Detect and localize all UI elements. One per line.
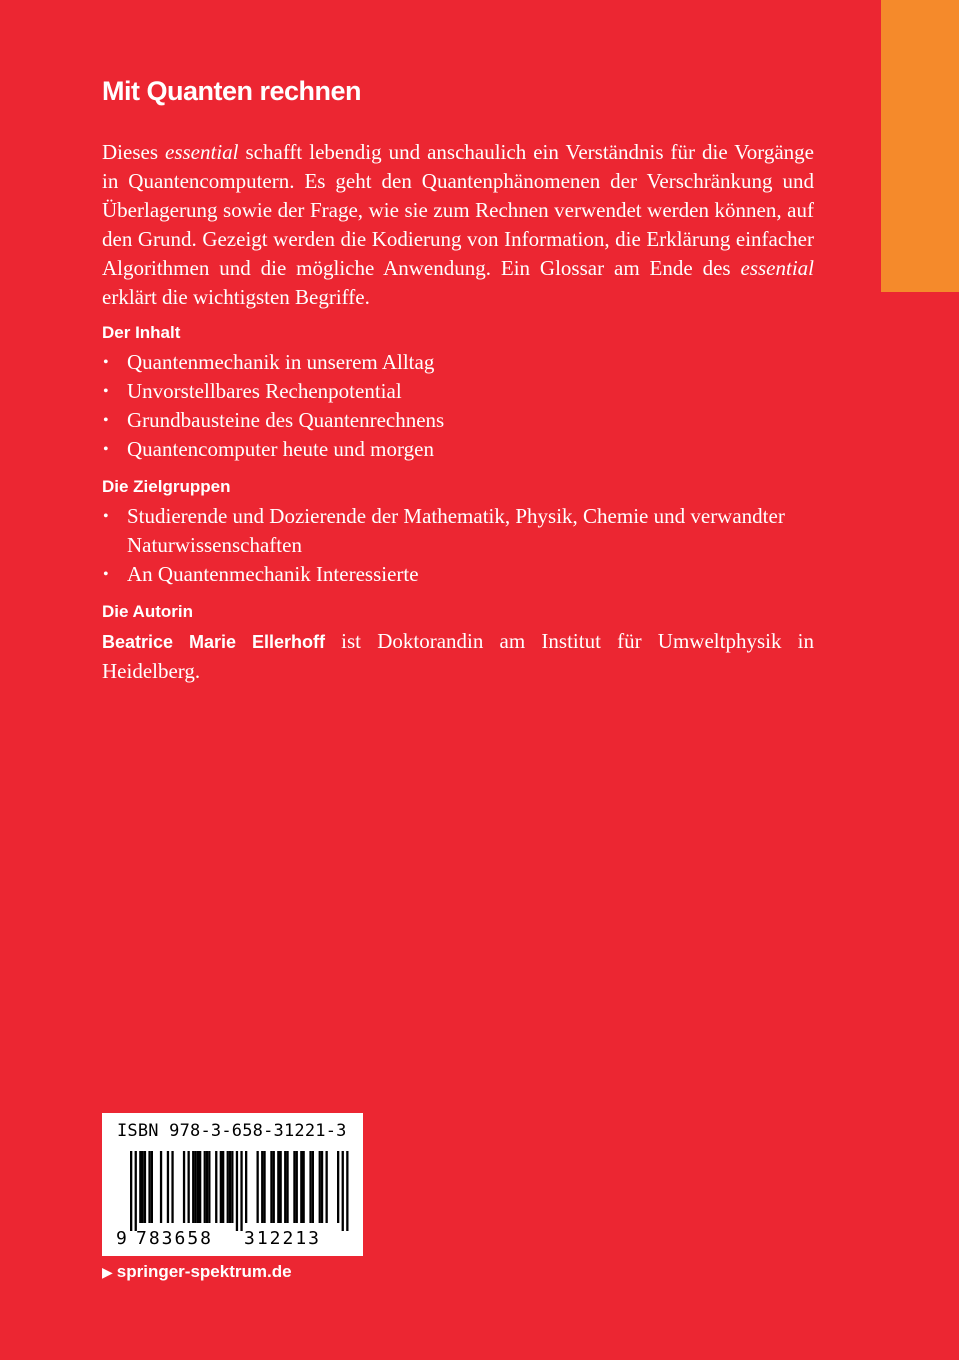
barcode-bar — [300, 1151, 302, 1223]
barcode-bar — [312, 1151, 314, 1223]
barcode-bar — [326, 1151, 328, 1223]
barcode-bar — [342, 1151, 344, 1231]
barcode-bar — [167, 1151, 169, 1223]
barcode-bar — [309, 1151, 311, 1223]
barcode-digits-right: 312213 — [244, 1228, 322, 1249]
barcode-bar — [240, 1151, 242, 1231]
website-label: springer-spektrum.de — [116, 1262, 292, 1281]
barcode-bar — [197, 1151, 199, 1223]
intro-text-1: Dieses — [102, 140, 165, 164]
barcode-bar — [215, 1151, 217, 1223]
zielgruppen-list — [102, 502, 814, 589]
barcode-bars — [102, 1149, 363, 1231]
barcode-bar — [277, 1151, 279, 1223]
back-cover-content — [102, 72, 814, 686]
barcode-bar — [231, 1151, 233, 1223]
publisher-website-link[interactable] — [102, 1262, 292, 1282]
barcode-bar — [263, 1151, 265, 1223]
barcode-bar — [135, 1151, 137, 1231]
list-item: • An Quantenmechanik Interessierte — [102, 560, 814, 589]
barcode-bar — [321, 1151, 323, 1223]
list-item: • Studierende und Dozierende der Mathematik, Physik, Chemie und verwandter Naturwissenschaften — [102, 502, 814, 560]
list-item: • Grundbausteine des Quantenrechnens — [102, 406, 814, 435]
barcode-bar — [194, 1151, 196, 1223]
author-name: Beatrice Marie Ellerhoff — [102, 632, 325, 652]
barcode-bar — [296, 1151, 298, 1223]
barcode-bar — [220, 1151, 222, 1223]
barcode-bar — [270, 1151, 272, 1223]
author-bio — [102, 627, 814, 686]
section-heading-autorin: Die Autorin — [102, 602, 193, 621]
barcode-bar — [183, 1151, 185, 1223]
barcode-bar — [245, 1151, 247, 1223]
barcode-bar — [130, 1151, 132, 1231]
barcode-bar — [229, 1151, 231, 1223]
description-paragraph — [102, 138, 814, 312]
barcode-bar — [139, 1151, 141, 1223]
barcode-digit-first: 9 — [116, 1228, 127, 1249]
intro-emphasis-1: essential — [165, 140, 239, 164]
barcode-bar — [284, 1151, 286, 1223]
barcode-bar — [227, 1151, 229, 1223]
barcode-bar — [261, 1151, 263, 1223]
section-heading-zielgruppen: Die Zielgruppen — [102, 477, 231, 496]
barcode-bar — [171, 1151, 173, 1223]
barcode-bar — [151, 1151, 153, 1223]
section-heading-inhalt: Der Inhalt — [102, 323, 181, 342]
intro-text-2: schafft lebendig und anschaulich ein Verständnis für die Vorgänge in Quantencomputern. Es geht den Quantenphänomenen der Verschränkung und Überlagerung sowie der Frage, wie sie zum Rechnen verwendet werden können, auf den Grund. Gezeigt werden die Kodierung von Information, die Erklärung einfacher Algorithmen und die mögliche Anwendung. Ein Glossar am Ende des — [102, 140, 814, 280]
barcode-digits — [102, 1228, 363, 1250]
orange-accent-tab — [881, 0, 959, 292]
barcode-bar — [346, 1151, 348, 1231]
intro-emphasis-2: essential — [740, 256, 814, 280]
isbn-barcode — [102, 1113, 363, 1256]
intro-text-3: erklärt die wichtigsten Begriffe. — [102, 285, 370, 309]
barcode-bar — [144, 1151, 146, 1223]
barcode-bar — [199, 1151, 201, 1223]
book-title: Mit Quanten rechnen — [102, 76, 362, 106]
barcode-bar — [293, 1151, 295, 1223]
barcode-bar — [286, 1151, 288, 1223]
barcode-bar — [303, 1151, 305, 1223]
barcode-bar — [192, 1151, 194, 1223]
list-item: • Quantenmechanik in unserem Alltag — [102, 348, 814, 377]
barcode-bar — [236, 1151, 238, 1231]
list-item: • Quantencomputer heute und morgen — [102, 435, 814, 464]
barcode-bar — [257, 1151, 259, 1223]
barcode-digits-left: 783658 — [136, 1228, 214, 1249]
barcode-bar — [208, 1151, 210, 1223]
barcode-bar — [337, 1151, 339, 1223]
barcode-bar — [204, 1151, 206, 1223]
barcode-bar — [148, 1151, 150, 1223]
play-arrow-icon: ▶ — [102, 1264, 113, 1280]
barcode-bar — [160, 1151, 162, 1223]
author-text: ist Doktorandin am Institut für Umweltphysik in Heidelberg. — [102, 629, 814, 683]
barcode-bar — [206, 1151, 208, 1223]
isbn-label: ISBN 978-3-658-31221-3 — [117, 1121, 347, 1141]
list-item: • Unvorstellbares Rechenpotential — [102, 377, 814, 406]
barcode-bar — [319, 1151, 321, 1223]
inhalt-list — [102, 348, 814, 464]
barcode-bar — [188, 1151, 190, 1223]
barcode-bar — [222, 1151, 224, 1223]
barcode-bar — [273, 1151, 275, 1223]
barcode-bar — [280, 1151, 282, 1223]
barcode-bar — [142, 1151, 144, 1223]
